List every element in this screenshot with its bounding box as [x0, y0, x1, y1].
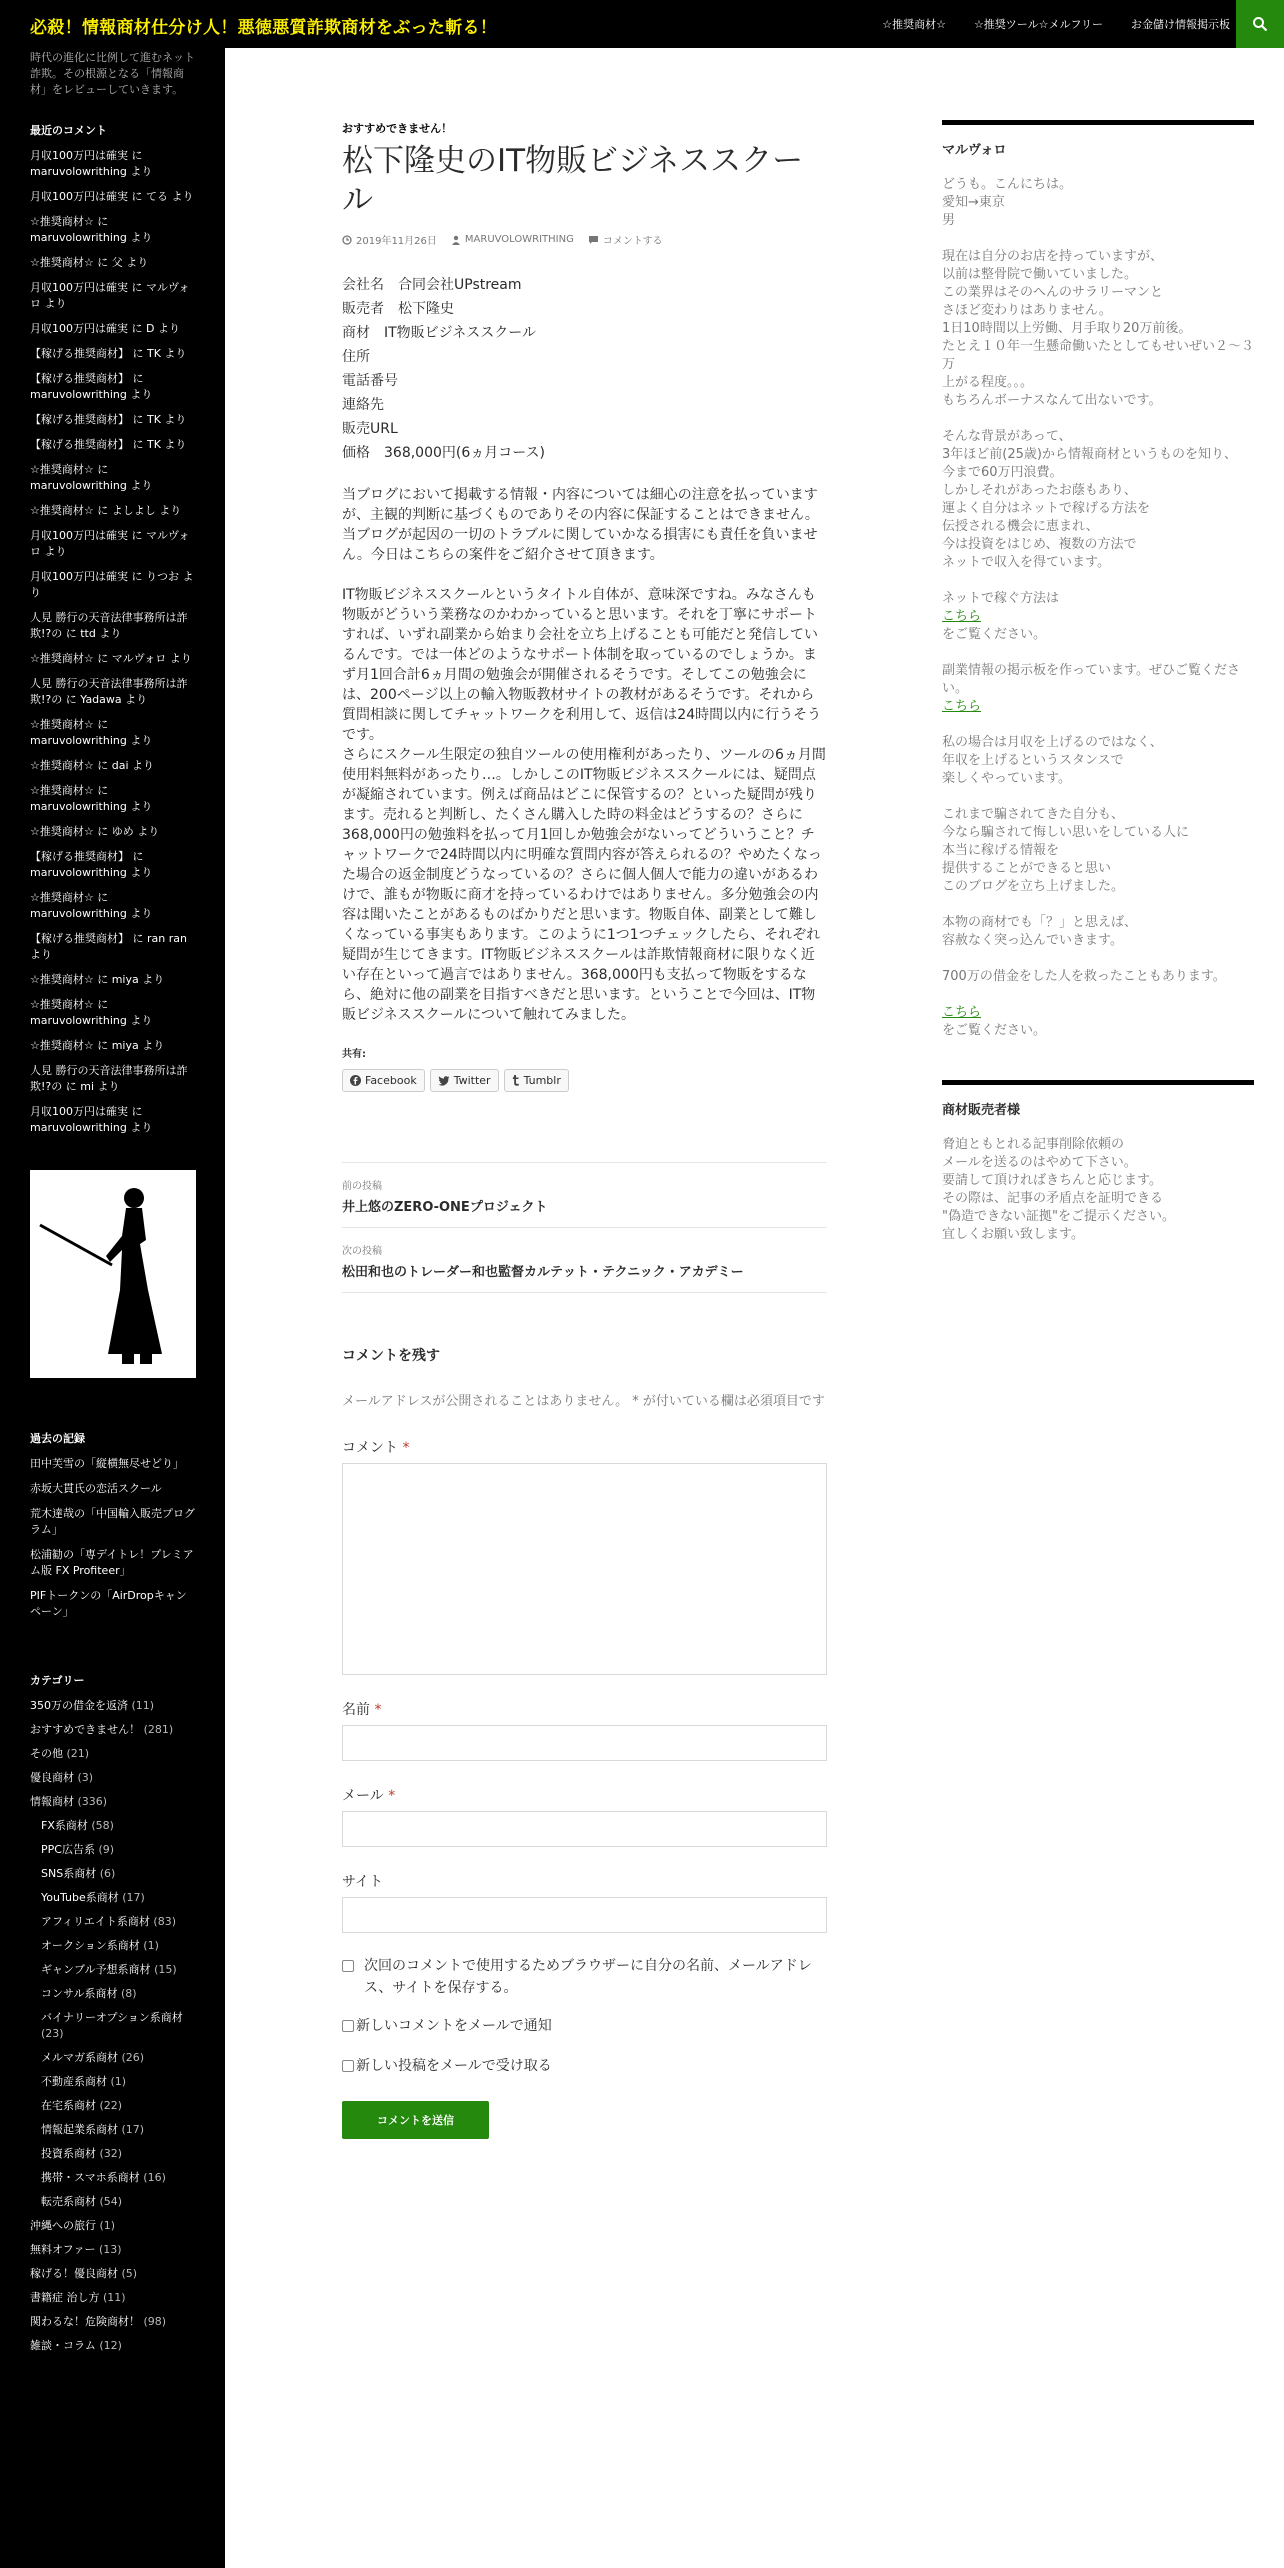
nav-item-tool[interactable]: ☆推奨ツール☆メルフリー	[973, 18, 1103, 31]
net-earn-paragraph: ネットで稼ぐ方法は こちら をご覧ください。	[942, 591, 1060, 642]
recent-comment-item[interactable]: ☆推奨商材☆ に 父 より	[30, 256, 149, 269]
rescue-link[interactable]: こちら	[942, 1005, 982, 1020]
share-tumblr-button[interactable]: Tumblr	[504, 1069, 569, 1092]
site-header	[0, 0, 1284, 48]
notify-posts-checkbox[interactable]	[342, 2060, 354, 2072]
category-item[interactable]: PPC広告系 (9)	[41, 1843, 115, 1856]
seller-title: 商材販売者様	[942, 1103, 1021, 1118]
category-item[interactable]: 稼げる！優良商材 (5)	[30, 2267, 138, 2280]
seller-body	[942, 1136, 1254, 1244]
recent-comment-item[interactable]: 月収100万円は確実 に てる より	[30, 190, 194, 203]
primary-nav	[854, 0, 1230, 48]
archive-item[interactable]: 荒木達哉の「中国輸入販売プログラム」	[30, 1507, 195, 1536]
categories-title: カテゴリー	[30, 1674, 85, 1687]
category-item[interactable]: オークション系商材 (1)	[41, 1939, 159, 1952]
recent-comment-item[interactable]: ☆推奨商材☆ に maruvolowrithing より	[30, 998, 153, 1027]
post-article	[342, 120, 827, 1092]
recent-comment-item[interactable]: 月収100万円は確実 に マルヴォロ より	[30, 281, 190, 310]
category-item[interactable]: バイナリーオプション系商材 (23)	[41, 2011, 183, 2040]
recent-comment-item[interactable]: 【稼げる推奨商材】 に maruvolowrithing より	[30, 850, 153, 879]
share-buttons	[342, 1069, 827, 1092]
next-post-label: 次の投稿	[342, 1246, 382, 1257]
recent-comment-item[interactable]: ☆推奨商材☆ に よしよし より	[30, 504, 182, 517]
category-item[interactable]: その他 (21)	[30, 1747, 90, 1760]
category-item[interactable]: 350万の借金を返済 (11)	[30, 1699, 155, 1712]
category-item[interactable]: 情報商材 (336)	[30, 1795, 108, 1808]
board-link[interactable]: こちら	[942, 699, 982, 714]
notify-comments-checkbox[interactable]	[342, 2020, 354, 2032]
left-sidebar	[0, 48, 225, 2568]
categories-list	[30, 1698, 195, 2354]
recent-comments-list	[30, 148, 195, 1136]
category-item[interactable]: 優良商材 (3)	[30, 1771, 94, 1784]
email-label: メール *	[342, 1788, 396, 1804]
recent-comment-item[interactable]: ☆推奨商材☆ に maruvolowrithing より	[30, 463, 153, 492]
comment-textarea[interactable]	[342, 1463, 827, 1675]
recent-comment-item[interactable]: ☆推奨商材☆ に miya より	[30, 973, 165, 986]
right-sidebar	[942, 48, 1254, 1262]
body-paragraph-2: さらにスクール生限定の独自ツールの使用権利があったり、ツールの6ヵ月間使用料無料があったり…。しかしこのIT物販ビジネススクールには、疑問点が凝縮されています。例えば商品はどこに保管するの？といった疑問が残ります。売れると判断し、たくさん購入した時の料金はどうするの？さらに368,000円の勉強料を払って月1回しか勉強会がないってどういうこと？チャットワークで24時間以内に明確な質問内容が答えられるの？やめたくなった場合の返金制度どうなっているの？さらに個人個人で能力の違いがあるわけで、誰もが物販に商才を持っているわけではありません。多分勉強会の内容は聞いたことがあるものばかりだと思います。物販自体、副業として難しくなっている事実もあります。このように1つ1つチェックしたら、それぞれ疑問が生じてきます。IT物販ビジネススクールは詐欺情報商材に限りなく近い存在といって過言ではありません。368,000円も支払って物販をするなら、絶対に他の副業を目指すべきだと思います。ということで今回は、IT物販ビジネススクールについて触れてみました。	[342, 747, 826, 1023]
post-author[interactable]: MARUVOLOWRITHING	[451, 234, 574, 245]
recent-comment-item[interactable]: ☆推奨商材☆ に miya より	[30, 1039, 165, 1052]
product-info-line: 価格 368,000円(6ヵ月コース)	[342, 445, 546, 461]
site-input[interactable]	[342, 1897, 827, 1933]
profile-body	[942, 176, 1254, 1040]
post-meta	[342, 232, 827, 247]
category-item[interactable]: 転売系商材 (54)	[41, 2195, 123, 2208]
name-input[interactable]	[342, 1725, 827, 1761]
product-info-line: 販売者 松下隆史	[342, 301, 454, 317]
profile-title: マルヴォロ	[942, 143, 1007, 158]
notify-posts-label: 新しい投稿をメールで受け取る	[356, 2058, 552, 2074]
search-toggle-button[interactable]	[1236, 0, 1284, 48]
board-paragraph: 副業情報の掲示板を作っています。ぜひご覧ください。 こちら	[942, 663, 1240, 714]
reply-title: コメントを残す	[342, 1348, 440, 1364]
category-item[interactable]: メルマガ系商材 (26)	[41, 2051, 145, 2064]
rescue-paragraph: こちら をご覧ください。	[942, 1005, 1047, 1038]
recent-comment-item[interactable]: ☆推奨商材☆ に dai より	[30, 759, 154, 772]
profile-widget	[942, 120, 1254, 1040]
save-cookie-label: 次回のコメントで使用するためブラウザーに自分の名前、メールアドレス、サイトを保存する。	[364, 1958, 812, 1996]
recent-comment-item[interactable]: ☆推奨商材☆ に maruvolowrithing より	[30, 215, 153, 244]
post-content	[342, 273, 827, 1025]
category-item[interactable]: FX系商材 (58)	[41, 1819, 114, 1832]
category-item[interactable]: 雑談・コラム (12)	[30, 2339, 122, 2352]
archive-item[interactable]: PIFトークンの「AirDropキャンペーン」	[30, 1589, 187, 1618]
share-facebook-button[interactable]: Facebook	[342, 1069, 425, 1092]
category-item[interactable]: 情報起業系商材 (17)	[41, 2123, 145, 2136]
comment-label: コメント *	[342, 1440, 410, 1456]
body-paragraph-1: IT物販ビジネススクールというタイトル自体が、意味深ですね。みなさんも物販がどういう業務なのかわかっていると思います。それを丁寧にサポートすれば、いずれ副業から始まり会社を立ち上げることも可能だと発信しているんです。では一体どのようなサポート体制を取っているのでしょうか。まず月1回合計6ヵ月間の勉強会が開催されるそうです。そしてこの勉強会には、200ページ以上の輸入物販教材サイトの教材があるそうです。それから質問相談に関してチャットワークを利用して、返信は24時間以内に行うそうです。	[342, 587, 822, 743]
recent-comments-title: 最近のコメント	[30, 124, 107, 137]
archive-item[interactable]: 赤坂大貫氏の恋活スクール	[30, 1482, 162, 1495]
archives-list	[30, 1456, 195, 1620]
next-post-link[interactable]	[342, 1228, 827, 1293]
disclaimer-paragraph: 当ブログにおいて掲載する情報・内容については細心の注意を払っていますが、主観的判断に基づくものでありその内容に保証することはできません。当ブログが起因の一切のトラブルに関していかなる損害にも責任を負いません。今日はこちらの案件をご紹介させて頂きます。	[342, 487, 819, 563]
site-description: 時代の進化に比例して進むネット詐欺。その根源となる「情報商材」をレビューしていきます。	[30, 51, 195, 96]
recent-comment-item[interactable]: 月収100万円は確実 に りつお より	[30, 570, 194, 599]
share-twitter-button[interactable]: Twitter	[430, 1069, 499, 1092]
clock-icon	[342, 235, 352, 245]
nav-item-recommended[interactable]: ☆推奨商材☆	[882, 18, 946, 31]
site-label: サイト	[342, 1874, 384, 1890]
product-info-list	[342, 273, 827, 465]
recent-comment-item[interactable]: 【稼げる推奨商材】 に TK より	[30, 413, 187, 426]
post-category-link[interactable]: おすすめできません！	[342, 122, 453, 135]
post-date[interactable]: 2019年11月26日	[342, 232, 437, 247]
profile-paragraph-2: 現在は自分のお店を持っていますが、 以前は整骨院で働いていました。 この業界はそのへんのサラリーマンと さほど変わりはありません。 1日10時間以上労働、月手取り20万前後。 たとえ１０年一生懸命働いたとしてもせいぜい２〜３万 上がる程度。。。 もちろんボーナスなんて出ないです。	[942, 249, 1255, 408]
profile-paragraph-5: これまで騙されてきた自分も、 今なら騙されて悔しい思いをしている人に 本当に稼げる情報を 提供することができると思い このブログを立ち上げました。	[942, 807, 1190, 894]
submit-comment-button[interactable]: コメントを送信	[342, 2101, 489, 2139]
seller-widget	[942, 1080, 1254, 1244]
tumblr-icon	[512, 1075, 520, 1086]
product-info-line: 電話番号	[342, 373, 398, 389]
recent-comment-item[interactable]: ☆推奨商材☆ に maruvolowrithing より	[30, 891, 153, 920]
product-info-line: 連絡先	[342, 397, 384, 413]
recent-comment-item[interactable]: 【稼げる推奨商材】 に TK より	[30, 438, 187, 451]
category-item[interactable]: 関わるな！危険商材！ (98)	[30, 2315, 167, 2328]
recent-comment-item[interactable]: 【稼げる推奨商材】 に TK より	[30, 347, 187, 360]
save-cookie-row	[342, 1955, 827, 1999]
category-item[interactable]: コンサル系商材 (8)	[41, 1987, 137, 2000]
comment-notes: メールアドレスが公開されることはありません。 * が付いている欄は必須項目です	[342, 1394, 825, 1409]
product-info-line: 商材 IT物販ビジネススクール	[342, 325, 536, 341]
share-title: 共有:	[342, 1049, 366, 1060]
recent-comment-item[interactable]: 【稼げる推奨商材】 に ran ran より	[30, 932, 187, 961]
category-item[interactable]: 無料オファー (13)	[30, 2243, 122, 2256]
recent-comment-item[interactable]: ☆推奨商材☆ に maruvolowrithing より	[30, 718, 153, 747]
recent-comment-item[interactable]: 月収100万円は確実 に D より	[30, 322, 180, 335]
twitter-icon	[438, 1076, 450, 1086]
recent-comment-item[interactable]: 月収100万円は確実 に maruvolowrithing より	[30, 1105, 153, 1134]
comment-form	[342, 1345, 827, 2139]
prev-post-label: 前の投稿	[342, 1181, 382, 1192]
profile-paragraph-6: 本物の商材でも「？」と思えば、 容赦なく突っ込んでいきます。	[942, 915, 1138, 948]
comment-icon	[588, 235, 599, 245]
category-item[interactable]: おすすめできません！ (281)	[30, 1723, 174, 1736]
recent-comment-item[interactable]: ☆推奨商材☆ に マルヴォロ より	[30, 652, 192, 665]
recent-comment-item[interactable]: 【稼げる推奨商材】 に maruvolowrithing より	[30, 372, 153, 401]
profile-paragraph-4: 私の場合は月収を上げるのではなく、 年収を上げるというスタンスで 楽しくやっています。	[942, 735, 1163, 786]
notify-comments-label: 新しいコメントをメールで通知	[356, 2018, 552, 2034]
category-item[interactable]: 在宅系商材 (22)	[41, 2099, 123, 2112]
main-content	[342, 48, 827, 2139]
facebook-icon	[350, 1075, 361, 1086]
kendo-silhouette-image	[30, 1170, 196, 1378]
nav-item-board[interactable]: お金儲け情報掲示板	[1131, 18, 1230, 31]
recent-comment-item[interactable]: 人見 勝行の天音法律事務所は詐欺!?の に mi より	[30, 1064, 188, 1093]
archive-item[interactable]: 松浦勧の「専デイトレ！プレミアム版 FX Profiteer」	[30, 1548, 194, 1577]
recent-comment-item[interactable]: 月収100万円は確実 に maruvolowrithing より	[30, 149, 153, 178]
product-info-line: 販売URL	[342, 421, 398, 437]
site-title[interactable]: 必殺！情報商材仕分け人！悪徳悪質詐欺商材をぶった斬る！	[30, 18, 498, 38]
profile-paragraph-1: どうも。こんにちは。 愛知→東京 男	[942, 177, 1073, 228]
notify-posts-row	[342, 2055, 827, 2077]
product-info-line: 会社名 合同会社UPstream	[342, 277, 522, 293]
next-post-title: 松田和也のトレーダー和也監督カルテット・テクニック・アカデミー	[342, 1265, 744, 1280]
prev-post-title: 井上悠のZERO-ONEプロジェクト	[342, 1200, 548, 1215]
category-item[interactable]: 投資系商材 (32)	[41, 2147, 123, 2160]
category-item[interactable]: 書籍症 治し方 (11)	[30, 2291, 126, 2304]
category-item[interactable]: 携帯・スマホ系商材 (16)	[41, 2171, 166, 2184]
category-item[interactable]: 不動産系商材 (1)	[41, 2075, 127, 2088]
category-item[interactable]: 沖縄への旅行 (1)	[30, 2219, 116, 2232]
post-title: 松下隆史のIT物販ビジネススクール	[342, 143, 804, 218]
profile-paragraph-3: そんな背景があって、 3年ほど前(25歳)から情報商材というものを知り、 今まで60万円浪費。 しかしそれがあったお蔭もあり、 運よく自分はネットで稼げる方法を 伝授される機会に恵まれ、 今は投資をはじめ、複数の方法で ネットで収入を得ています。	[942, 429, 1237, 570]
product-info-line: 住所	[342, 349, 370, 365]
post-navigation	[342, 1162, 827, 1293]
earn-method-link[interactable]: こちら	[942, 609, 982, 624]
category-item[interactable]: ギャンブル予想系商材 (15)	[41, 1963, 177, 1976]
recent-comment-item[interactable]: 人見 勝行の天音法律事務所は詐欺!?の に ttd より	[30, 611, 188, 640]
recent-comment-item[interactable]: 月収100万円は確実 に マルヴォロ より	[30, 529, 190, 558]
prev-post-link[interactable]	[342, 1163, 827, 1228]
archive-item[interactable]: 田中芙雪の「縦横無尽せどり」	[30, 1457, 184, 1470]
category-item[interactable]: YouTube系商材 (17)	[41, 1891, 145, 1904]
profile-paragraph-7: 700万の借金をした人を救ったこともあります。	[942, 969, 1226, 984]
save-cookie-checkbox[interactable]	[342, 1960, 354, 1972]
search-icon	[1252, 16, 1268, 32]
email-input[interactable]	[342, 1811, 827, 1847]
recent-comment-item[interactable]: 人見 勝行の天音法律事務所は詐欺!?の に Yadawa より	[30, 677, 188, 706]
recent-comment-item[interactable]: ☆推奨商材☆ に ゆめ より	[30, 825, 160, 838]
user-icon	[451, 235, 461, 245]
notify-comments-row	[342, 2015, 827, 2037]
recent-comment-item[interactable]: ☆推奨商材☆ に maruvolowrithing より	[30, 784, 153, 813]
category-item[interactable]: SNS系商材 (6)	[41, 1867, 116, 1880]
name-label: 名前 *	[342, 1702, 382, 1718]
archives-title: 過去の記録	[30, 1432, 85, 1445]
category-item[interactable]: アフィリエイト系商材 (83)	[41, 1915, 176, 1928]
post-comment-link[interactable]: コメントする	[588, 232, 663, 247]
seller-text: 脅迫ともとれる記事削除依頼の メールを送るのはやめて下さい。 要請して頂ければきちんと応じます。 その際は、記事の矛盾点を証明できる "偽造できない証拠"をご提示ください。 宜しくお願い致します。	[942, 1137, 1175, 1242]
